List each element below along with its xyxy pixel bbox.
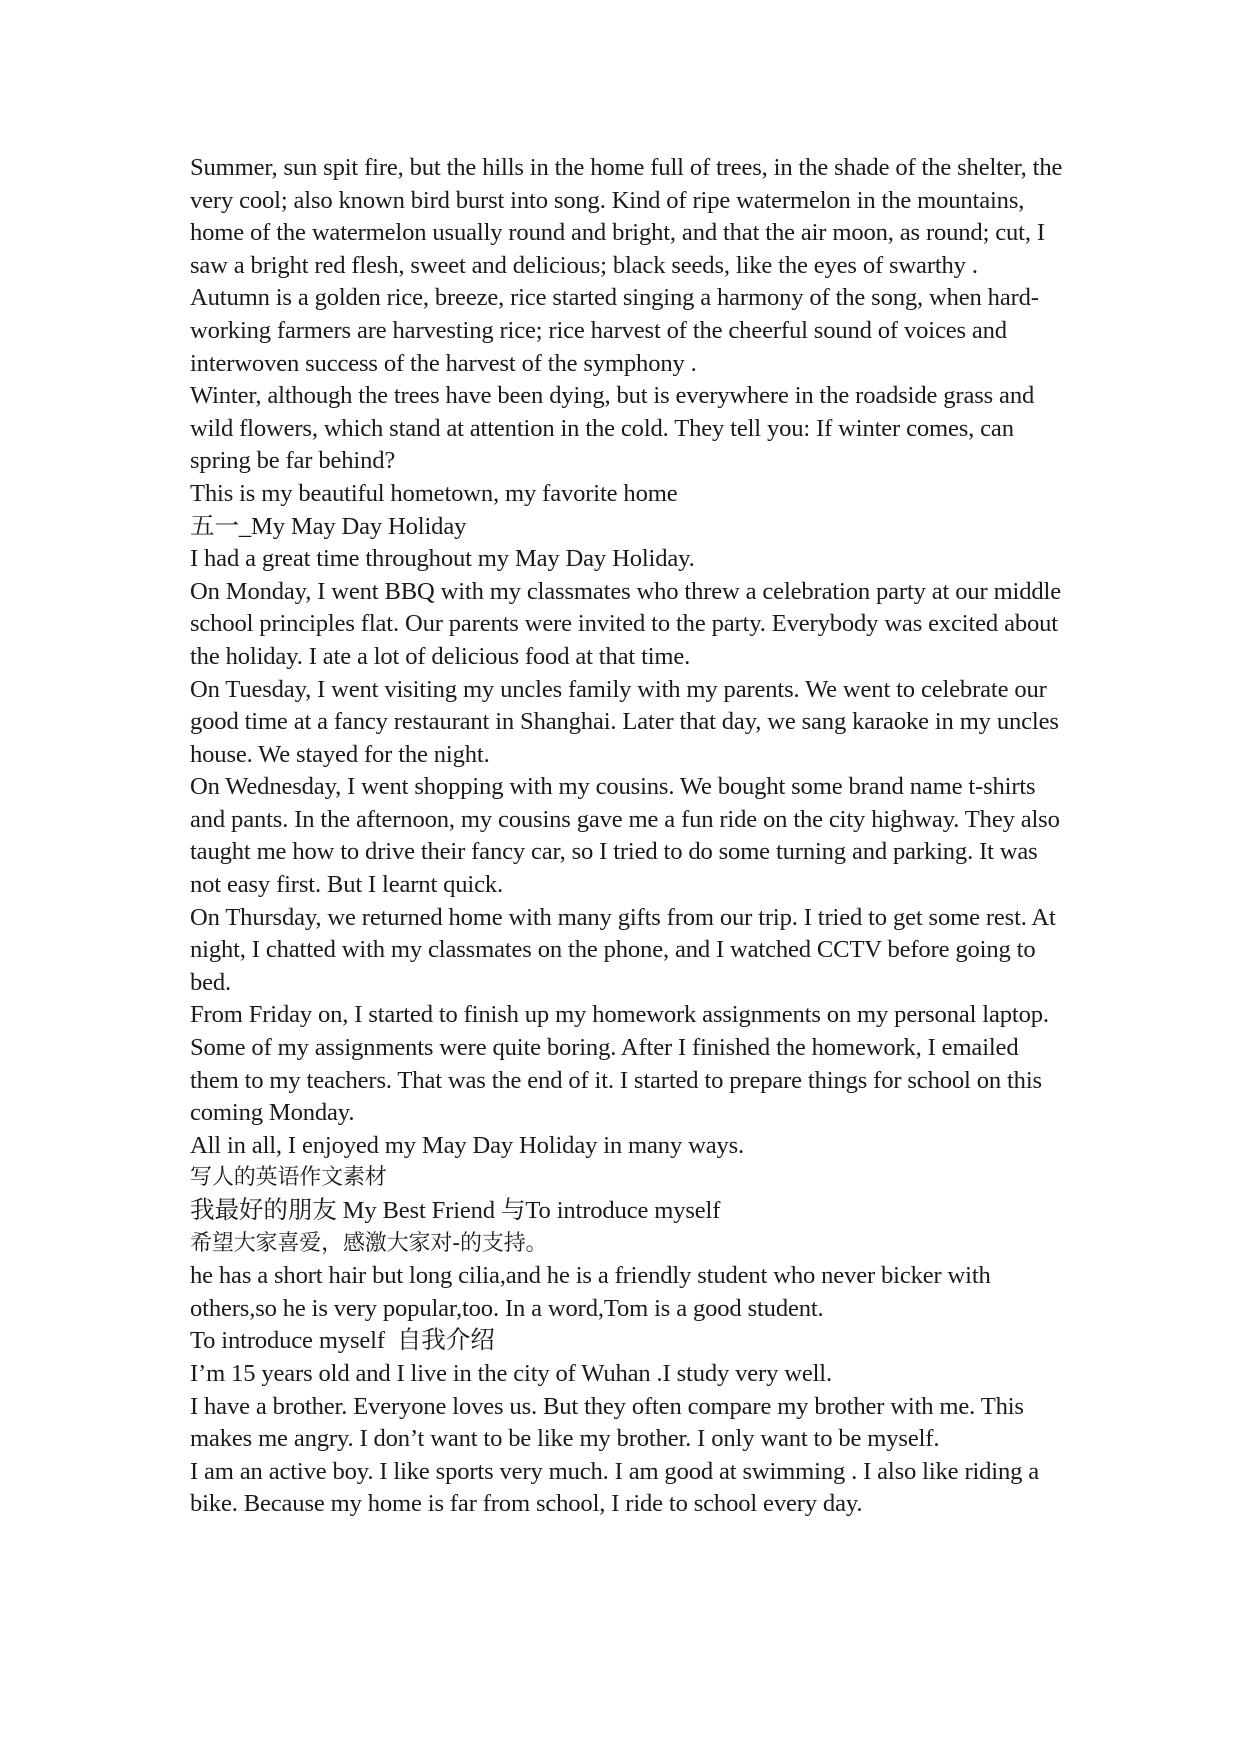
- paragraph-monday: On Monday, I went BBQ with my classmates who threw a celebration party at our middle school principles flat. Our parents were invited to the party. Everybody was excited about the holiday. I ate a lot of delicious food at that time.: [190, 577, 1067, 670]
- paragraph-thanks: 希望大家喜爱，感激大家对-的支持。: [190, 1230, 548, 1256]
- paragraph-thursday: On Thursday, we returned home with many gifts from our trip. I tried to get some rest. At night, I chatted with my classmates on the phone, and I watched CCTV before going to bed.: [190, 903, 1062, 996]
- paragraph-summer: Summer, sun spit fire, but the hills in the home full of trees, in the shade of the shelter, the very cool; also known bird burst into song. Kind of ripe watermelon in the mountains, home of the watermelon usually round and bright, and that the air moon, as round; cut, I saw a bright red flesh, sweet and delicious; black seeds, like the eyes of swarthy .: [190, 154, 1069, 279]
- paragraph-brother: I have a brother. Everyone loves us. But they often compare my brother with me. This makes me angry. I don’t want to be like my brother. I only want to be myself.: [190, 1392, 1030, 1453]
- paragraph-wednesday: On Wednesday, I went shopping with my cousins. We bought some brand name t-shirts and pants. In the afternoon, my cousins gave me a fun ride on the city highway. They also taught me how to drive their fancy car, so I tried to do some turning and parking. It was not easy first. But I learnt quick.: [190, 773, 1066, 899]
- heading-introduce-myself: To introduce myself 自我介绍: [190, 1327, 495, 1355]
- paragraph-winter: Winter, although the trees have been dying, but is everywhere in the roadside grass and wild flowers, which stand at attention in the cold. They tell you: If winter comes, can spring be far behind?: [190, 382, 1041, 475]
- paragraph-friend-description: he has a short hair but long cilia,and he is a friendly student who never bicker with others,so he is very popular,too. In a word,Tom is a good student.: [190, 1262, 997, 1322]
- heading-may-day-holiday: 五一_My May Day Holiday: [190, 512, 467, 540]
- paragraph-active-boy: I am an active boy. I like sports very much. I am good at swimming . I also like riding a bike. Because my home is far from school, I ride to school every day.: [190, 1457, 1046, 1518]
- paragraph-autumn: Autumn is a golden rice, breeze, rice started singing a harmony of the song, when hard-working farmers are harvesting rice; rice harvest of the cheerful sound of voices and interwoven success of the harvest of the symphony .: [190, 284, 1039, 377]
- paragraph-age: I’m 15 years old and I live in the city of Wuhan .I study very well.: [190, 1359, 832, 1387]
- heading-writing-material: 写人的英语作文素材: [190, 1165, 387, 1191]
- document-body: [190, 152, 1070, 1521]
- paragraph-tuesday: On Tuesday, I went visiting my uncles family with my parents. We went to celebrate our good time at a fancy restaurant in Shanghai. Later that day, we sang karaoke in my uncles house. We stayed for the night.: [190, 675, 1065, 768]
- paragraph-friday: From Friday on, I started to finish up my homework assignments on my personal laptop. Some of my assignments were quite boring. After I finished the homework, I emailed them to my teachers. That was the end of it. I started to prepare things for school on this coming Monday.: [190, 1001, 1055, 1127]
- paragraph-intro: I had a great time throughout my May Day Holiday.: [190, 545, 695, 573]
- paragraph-conclusion: All in all, I enjoyed my May Day Holiday in many ways.: [190, 1131, 745, 1159]
- heading-best-friend: 我最好的朋友 My Best Friend 与To introduce myself: [190, 1197, 721, 1224]
- paragraph-hometown: This is my beautiful hometown, my favorite home: [190, 479, 678, 507]
